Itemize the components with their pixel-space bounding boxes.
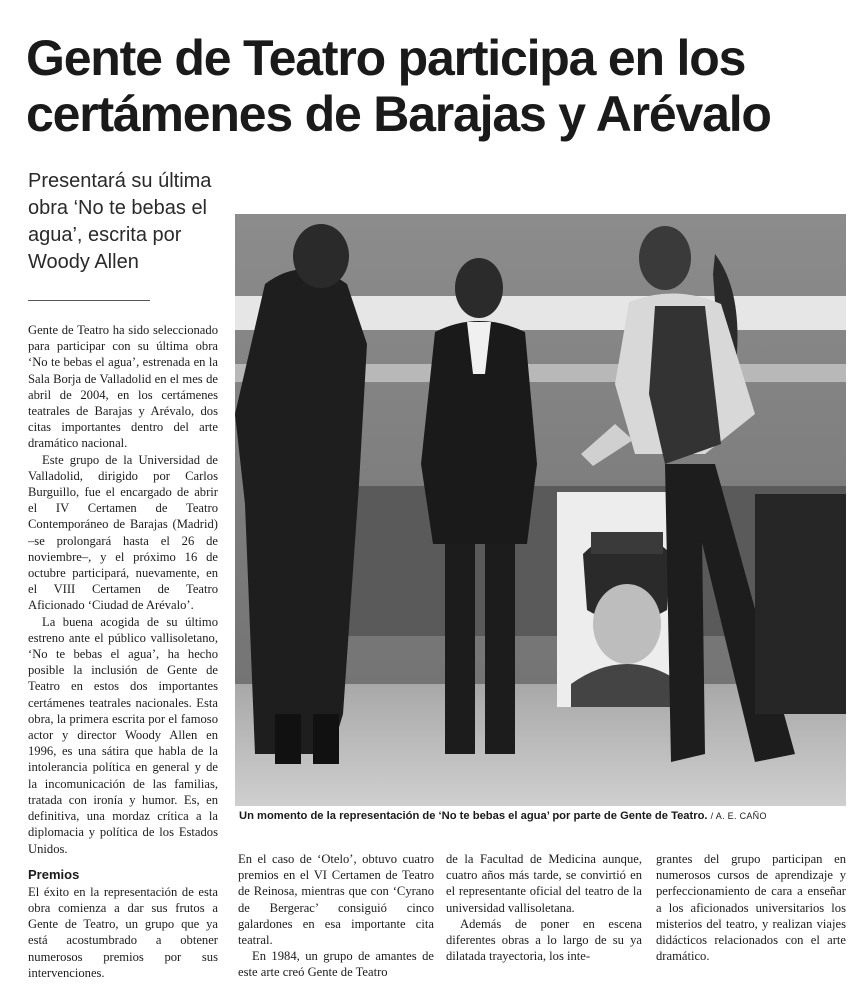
paragraph: de la Facultad de Medicina aunque, cuatro años más tarde, se convirtió en el representante oficial del teatro de la universidad vallisoletana.: [446, 852, 642, 915]
paragraph: Además de poner en escena diferentes obras a lo largo de su ya dilatada trayectoria, los inte-: [446, 916, 642, 964]
section-heading-premios: Premios: [28, 866, 80, 882]
headline: Gente de Teatro participa en los certámenes de Barajas y Arévalo: [26, 30, 771, 142]
paragraph: Este grupo de la Universidad de Valladolid, dirigido por Carlos Burguillo, fue el encargado de abrir el IV Certamen de Teatro Contemporáneo de Barajas (Madrid) –se prolongará hasta el 26 de noviembre–, y el próximo 16 de octubre participará, nuevamente, en el VIII Certamen de Teatro Aficionado ‘Ciudad de Arévalo’.: [28, 452, 218, 613]
article-left-column: [28, 322, 218, 981]
photo-caption: [239, 809, 849, 823]
paragraph: grantes del grupo participan en numerosos cursos de aprendizaje y perfeccionamiento de cara a enseñar a los aficionados universitarios los misterios del teatro, y realizan viajes didácticos relacionados con el arte dramático.: [656, 852, 846, 964]
paragraph: En 1984, un grupo de amantes de este arte creó Gente de Teatro: [238, 949, 434, 980]
photo-credit: / A. E. CAÑO: [710, 811, 767, 821]
stage-photo: [235, 214, 846, 806]
caption-text: Un momento de la representación de ‘No te bebas el agua’ por parte de Gente de Teatro.: [239, 810, 708, 822]
paragraph: El éxito en la representación de esta obra comienza a dar sus frutos a Gente de Teatro, un grupo que ya está acostumbrado a obtener numerosos premios por sus intervenciones.: [28, 884, 218, 980]
subheadline: Presentará su última obra ‘No te bebas el agua’, escrita por Woody Allen: [28, 170, 212, 273]
article-bottom-column-3: [656, 851, 846, 964]
stage-photo-image: [235, 214, 846, 806]
subhead-divider: [28, 300, 150, 301]
paragraph: La buena acogida de su último estreno ante el público vallisoletano, ‘No te bebas el agua’, ha hecho posible la inclusión de Gente de Teatro en estos dos importantes certámenes teatrales nacionales. Esta obra, la primera escrita por el famoso actor y director Woody Allen en 1996, es una sátira que habla de la intolerancia política en general y de la incomunicación de las familias, tratada con ironía y humor. Es, en definitiva, una mordaz crítica a la diplomacia y política de los Estados Unidos.: [28, 614, 218, 856]
article-bottom-column-1: [238, 851, 434, 981]
article-bottom-column-2: [446, 851, 642, 964]
paragraph: En el caso de ‘Otelo’, obtuvo cuatro premios en el VI Certamen de Teatro de Reinosa, mientras que con ‘Cyrano de Bergerac’ consiguió cinco galardones en esa importante cita teatral.: [238, 852, 434, 948]
paragraph: Gente de Teatro ha sido seleccionado para participar con su última obra ‘No te bebas el agua’, estrenada en la Sala Borja de Valladolid en el mes de abril de 2004, en los certámenes teatrales de Barajas y Arévalo, dos citas importantes dentro del arte dramático nacional.: [28, 323, 218, 451]
